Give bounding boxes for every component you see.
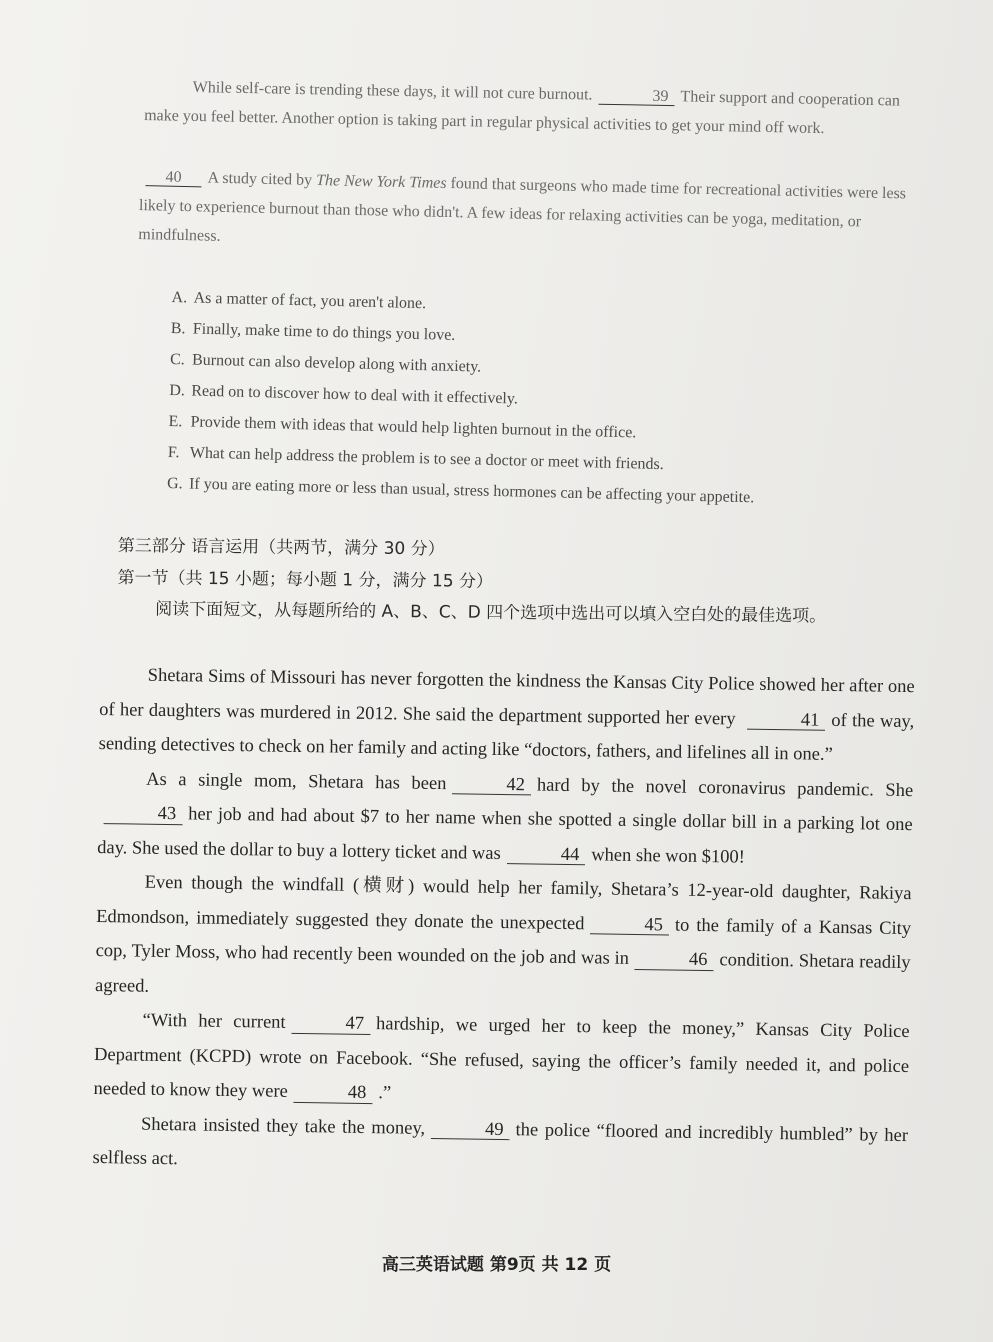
- section-title: 第三部分 语言运用（共两节，满分 30 分）: [117, 535, 445, 560]
- passage-paragraph-2: [97, 761, 913, 877]
- blank-45: 45: [590, 915, 669, 936]
- section-subtitle: 第一节（共 15 小题；每小题 1 分，满分 15 分）: [117, 567, 494, 592]
- option-text: Finally, make time to do things you love.: [192, 320, 456, 344]
- option-letter: C.: [169, 350, 185, 369]
- passage-paragraph-1: [98, 658, 914, 774]
- option-letter: E.: [168, 412, 183, 431]
- blank-48: 48: [294, 1083, 373, 1104]
- blank-44: 44: [507, 845, 586, 866]
- option-letter: A.: [171, 288, 188, 307]
- option-letter: D.: [169, 381, 186, 400]
- option-letter: B.: [170, 319, 186, 338]
- answer-options: [167, 282, 912, 517]
- paragraph-text: As a single mom, Shetara has been: [146, 769, 447, 794]
- paragraph-text: the police “floored and incredibly humbled” by her selfless act.: [92, 1119, 909, 1170]
- blank-41: 41: [747, 710, 826, 731]
- option-letter: G.: [166, 474, 183, 493]
- section-header: [117, 530, 918, 632]
- paragraph-text: “With her current: [142, 1010, 286, 1033]
- paragraph-text: A study cited by: [207, 169, 313, 189]
- newspaper-title: The New York Times: [315, 172, 447, 192]
- passage-paragraph-5: [92, 1106, 908, 1187]
- blank-40: 40: [145, 169, 201, 187]
- paragraph-text: to the family of a Kansas City cop, Tyler Moss, who had recently been wounded on the job and was in: [95, 915, 912, 969]
- paragraph-text: hardship, we urged her to keep the money,” Kansas City Police Department (KCPD) wrote on Facebook. “She refused, saying the officer’s family needed it, and police needed to know they were: [93, 1014, 910, 1102]
- passage-paragraph-4: [93, 1003, 909, 1119]
- option-text: Read on to discover how to deal with it effectively.: [191, 382, 519, 408]
- option-letter: F.: [167, 443, 180, 462]
- paragraph-text: Shetara Sims of Missouri has never forgotten the kindness the Kansas City Police showed her after one of her daughters was murdered in 2012. She said the department supported her every: [99, 665, 915, 729]
- option-text: If you are eating more or less than usual, stress hormones can be affecting your appetite.: [188, 475, 755, 507]
- reading-paragraph-2: [138, 162, 910, 266]
- blank-39: 39: [598, 88, 674, 106]
- paragraph-text: her job and had about $7 to her name when she spotted a single dollar bill in a parking lot one day. She used the dollar to buy a lottery ticket and was: [97, 804, 913, 864]
- paragraph-text: .”: [378, 1083, 392, 1104]
- blank-47: 47: [291, 1014, 370, 1035]
- paragraph-text: hard by the novel coronavirus pandemic. She: [536, 774, 914, 801]
- section-instructions: 阅读下面短文，从每题所给的 A、B、C、D 四个选项中选出可以填入空白处的最佳选项。: [155, 599, 827, 627]
- option-text: What can help address the problem is to see a doctor or meet with friends.: [189, 444, 664, 474]
- blank-43: 43: [104, 804, 183, 825]
- option-text: Burnout can also develop along with anxiety.: [191, 351, 482, 376]
- cloze-passage: [92, 658, 915, 1188]
- paragraph-text: found that surgeons who made time for recreational activities were less likely to experience burnout than those who didn't. A few ideas for relaxing activities can be yoga, meditation, or mindfulness.: [138, 175, 907, 245]
- paragraph-text: Their support and cooperation can make you feel better. Another option is taking part in regular physical activities to get your mind off work.: [144, 88, 901, 138]
- option-text: As a matter of fact, you aren't alone.: [193, 289, 427, 313]
- paragraph-text: when she won $100!: [591, 844, 746, 868]
- paragraph-text: Even though the windfall (横财) would help her family, Shetara’s 12-year-old daughter, Rakiya Edmondson, immediately suggested they donate the unexpected: [96, 872, 912, 934]
- blank-42: 42: [452, 775, 531, 796]
- blank-46: 46: [635, 950, 714, 971]
- blank-49: 49: [431, 1119, 510, 1140]
- reading-paragraph-1: [144, 72, 910, 145]
- page-footer: 高三英语试题 第9页 共 12 页: [381, 1255, 612, 1275]
- passage-paragraph-3: [95, 865, 912, 1015]
- paragraph-text: Shetara insisted they take the money,: [140, 1114, 426, 1139]
- paragraph-text: While self-care is trending these days, it will not cure burnout.: [192, 78, 593, 104]
- paragraph-text: of the way, sending detectives to check on her family and acting like “doctors, fathers, and lifelines all in one.”: [98, 710, 915, 765]
- option-text: Provide them with ideas that would help lighten burnout in the office.: [190, 413, 637, 442]
- paragraph-text: condition. Shetara readily agreed.: [94, 950, 911, 997]
